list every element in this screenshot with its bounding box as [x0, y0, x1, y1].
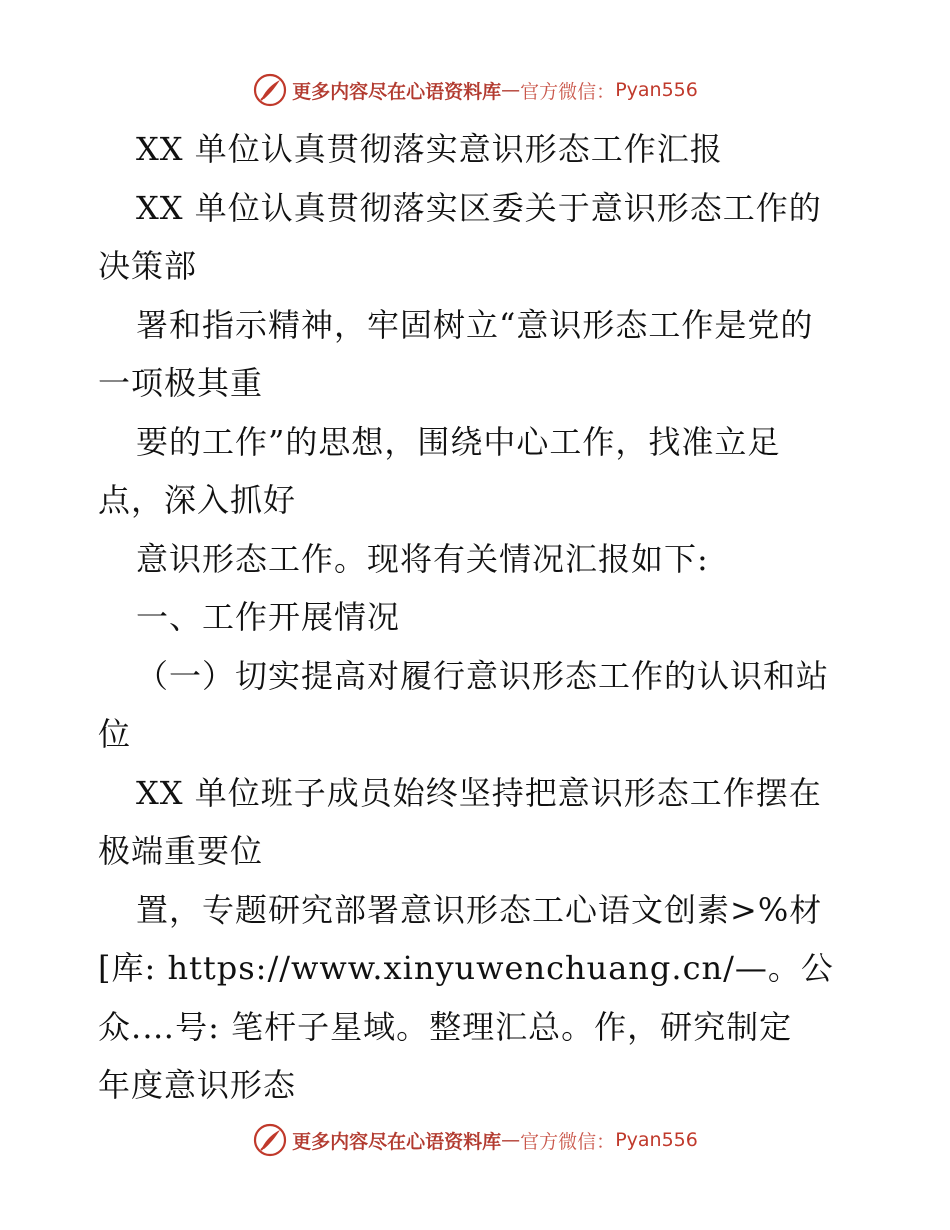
text-line: 众.…号: 笔杆子星域。整理汇总。作，研究制定	[98, 1007, 793, 1046]
text-line: 一、工作开展情况	[136, 598, 401, 636]
text-line: 要的工作”的思想，围绕中心工作，找准立足	[136, 422, 781, 461]
text-line: 极端重要位	[98, 832, 264, 870]
brand-id: Pyan556	[615, 1129, 698, 1151]
brand-banner	[252, 72, 698, 108]
brand-main-text: 更多内容尽在心语资料库	[292, 1130, 502, 1153]
document-body	[98, 120, 858, 1115]
text-line: 决策部	[98, 247, 198, 285]
text-line: 年度意识形态	[98, 1066, 297, 1104]
text-line: 置，专题研究部署意识形态工心语文创素>%材	[136, 890, 823, 929]
text-line: 位	[98, 715, 132, 753]
brand-dash: —	[501, 79, 521, 101]
brand-label: 官方微信：	[520, 1130, 616, 1153]
quill-logo-icon	[252, 72, 288, 108]
brand-banner	[252, 1122, 698, 1158]
brand-main-text: 更多内容尽在心语资料库	[292, 80, 502, 103]
text-line: [库: https://www.xinyuwenchuang.cn/—。公	[98, 949, 834, 987]
page-header	[0, 72, 950, 108]
page-footer	[0, 1122, 950, 1158]
text-line: XX 单位班子成员始终坚持把意识形态工作摆在	[136, 773, 822, 812]
quill-logo-icon	[252, 1122, 288, 1158]
text-line: 一项极其重	[98, 364, 264, 402]
text-line: （一）切实提高对履行意识形态工作的认识和站	[136, 656, 830, 695]
text-line: XX 单位认真贯彻落实意识形态工作汇报	[136, 130, 723, 168]
brand-id: Pyan556	[615, 79, 698, 101]
brand-dash: —	[501, 1129, 521, 1151]
text-line: 署和指示精神，牢固树立“意识形态工作是党的	[136, 305, 814, 344]
text-line: XX 单位认真贯彻落实区委关于意识形态工作的	[136, 188, 822, 227]
text-line: 意识形态工作。现将有关情况汇报如下:	[136, 539, 709, 578]
text-line: 点，深入抓好	[98, 481, 297, 519]
brand-label: 官方微信：	[520, 80, 616, 103]
